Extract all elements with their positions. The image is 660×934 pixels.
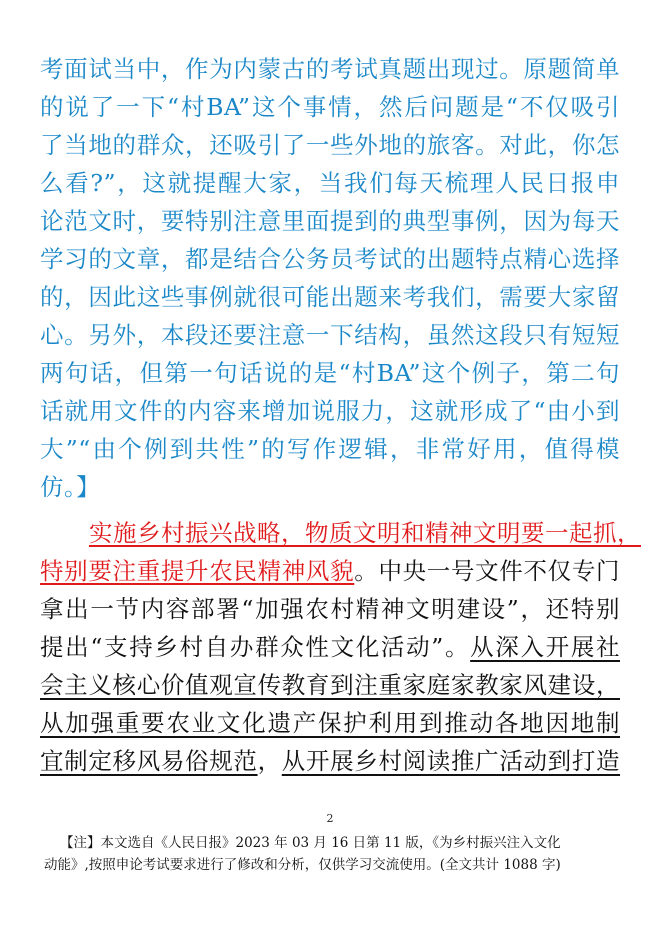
commentary-line: 话就用文件的内容来增加说服力，这就形成了“由小到 (40, 397, 620, 425)
article-line (40, 628, 620, 666)
commentary-line: 了当地的群众，还吸引了一些外地的旅客。对此，你怎 (40, 131, 620, 159)
article-line (40, 552, 620, 590)
highlight-sentence: 特别要注重提升农民精神风貌 (40, 557, 355, 585)
commentary-line: 论范文时，要特别注意里面提到的典型事例，因为每天 (40, 207, 620, 235)
article-text: ， (257, 747, 282, 775)
article-text: 。中央一号文件不仅专门 (354, 557, 621, 585)
commentary-line: 学习的文章，都是结合公务员考试的出题特点精心选择 (40, 245, 620, 273)
commentary-line: 两句话，但第一句话说的是“村BA”这个例子，第二句 (40, 359, 620, 387)
commentary-line: 心。另外，本段还要注意一下结构，虽然这段只有短短 (40, 321, 620, 349)
footnote-line: 【注】本文选自《人民日报》2023 年 03 月 16 日第 11 版，《为乡村振兴注入文化 (60, 835, 561, 851)
underlined-text: 宜制定移风易俗规范 (40, 747, 258, 775)
commentary-line: 仿。】 (40, 473, 101, 501)
commentary-line: 大”“由个例到共性”的写作逻辑，非常好用，值得模 (40, 435, 620, 463)
commentary-line: 么看?”，这就提醒大家，当我们每天梳理人民日报申 (40, 169, 620, 197)
underlined-text: 从加强重要农业文化遗产保护利用到推动各地因地制 (40, 709, 620, 737)
highlight-sentence: 实施乡村振兴战略，物质文明和精神文明要一起抓， (89, 519, 641, 547)
article-line (40, 742, 620, 780)
page-number: 2 (326, 812, 334, 825)
article-text: 提出“支持乡村自办群众性文化活动”。 (40, 633, 471, 661)
article-line: 拿出一节内容部署“加强农村精神文明建设”，还特别 (40, 595, 620, 623)
commentary-line: 的，因此这些事例就很可能出题来考我们，需要大家留 (40, 283, 620, 311)
commentary-line: 的说了一下“村BA”这个事情，然后问题是“不仅吸引 (40, 93, 620, 121)
footnote-line: 动能》,按照申论考试要求进行了修改和分析，仅供学习交流使用。(全文共计 1088 字) (44, 857, 561, 873)
underlined-text: 从开展乡村阅读推广活动到打造 (281, 747, 621, 775)
underlined-text: 会主义核心价值观宣传教育到注重家庭家教家风建设， (40, 671, 620, 699)
commentary-line: 考面试当中，作为内蒙古的考试真题出现过。原题简单 (40, 55, 620, 83)
underlined-text: 从深入开展社 (470, 633, 621, 661)
